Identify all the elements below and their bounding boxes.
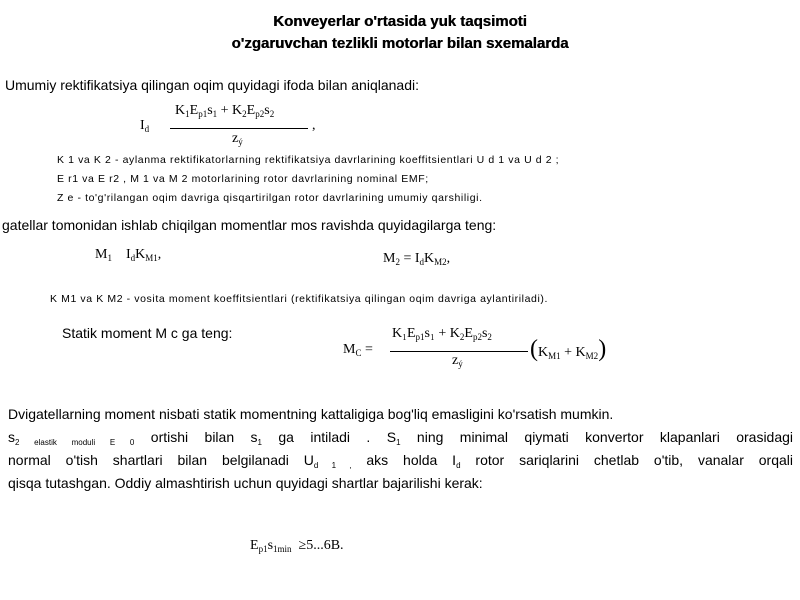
formula1-num-k1: K <box>175 103 186 118</box>
formula1-den: z <box>232 131 239 146</box>
formula1-comma: , <box>312 118 316 133</box>
mc-num-sub4: 2 <box>487 332 492 342</box>
formula1-lhs-sub: d <box>144 124 150 134</box>
moments-intro: gatellar tomonidan ishlab chiqilgan momentlar mos ravishda quyidagilarga teng: <box>2 217 497 233</box>
note-line-2: E r1 va E r2 , M 1 va M 2 motorlarining rotor davrlarining nominal EMF; <box>57 173 429 185</box>
p2-b: ortishi bilan s <box>150 429 258 445</box>
static-moment-label: Statik moment M c ga teng: <box>62 325 233 341</box>
formula1-den-sub: ý <box>238 137 243 147</box>
intro-text: Umumiy rektifikatsiya qilingan oqim quyidagi ifoda bilan aniqlanadi: <box>5 77 419 93</box>
condition-formula <box>250 538 344 554</box>
paragraph-line-4: qisqa tutashgan. Oddiy almashtirish uchun quyidagi shartlar bajarilishi kerak: <box>8 475 483 491</box>
mc-k2: K <box>575 345 586 360</box>
formula1-plus: + <box>220 103 229 118</box>
mc-num-end: s <box>481 326 488 341</box>
paragraph-line-1: Dvigatellarning moment nisbati statik momentning kattaligiga bog'liq emasligini ko'rsatish mumkin. <box>8 406 614 422</box>
p2-d: ning minimal qiymati konvertor klapanlari orasidagi <box>416 429 794 445</box>
paragraph-line-3 <box>8 452 793 470</box>
mc-lhs: M <box>343 342 356 357</box>
formula1-num-s2: s <box>264 103 270 118</box>
mc-k2-sub: M2 <box>585 351 599 361</box>
m1-id-sub: d <box>130 253 136 263</box>
m2-k-sub: M2 <box>434 257 447 267</box>
mc-num-a: K₁E <box>392 326 416 341</box>
formula1-num-e2-sub: p2 <box>255 109 265 119</box>
formula1-num-k1-sub: 1 <box>185 109 190 119</box>
mc-k1: K <box>538 345 549 360</box>
mc-num-mid2: E <box>464 326 473 341</box>
mc-num-sub1: p1 <box>415 332 425 342</box>
cond-rel: ≥5...6B. <box>298 538 344 553</box>
note-line-1: K 1 va K 2 - aylanma rektifikatorlarning rektifikatsiya davrlarining koeffitsientlari U d 1 va U d 2 ; <box>57 154 560 166</box>
formula1-num-e2: E <box>246 103 256 118</box>
km-note: K M1 va K M2 - vosita moment koeffitsientlari (rektifikatsiya qilingan oqim davriga aylantiriladi). <box>50 293 549 305</box>
p3-b: aks holda I <box>366 452 457 468</box>
formula1-lhs: I <box>140 118 145 133</box>
formula1-num-s2-sub: 2 <box>269 109 275 119</box>
m1-comma: , <box>157 247 162 262</box>
m2-id-sub: d <box>419 257 425 267</box>
mc-lhs-sub: C <box>355 348 362 358</box>
m1-id: I <box>125 247 131 262</box>
p3-sub1: d 1 , <box>313 461 352 470</box>
formula1-num-k2-sub: 2 <box>242 109 247 119</box>
m1-lhs: M <box>95 247 108 262</box>
m1-k: K <box>135 247 146 262</box>
cond-s-sub: 1min <box>273 544 292 554</box>
mc-num-sub3: p2 <box>472 332 482 342</box>
mc-paren-open: ( <box>530 336 538 362</box>
mc-den: z <box>452 353 459 368</box>
m2-k: K <box>424 251 435 266</box>
mc-eq: = <box>364 342 373 357</box>
mc-fraction-bar <box>390 351 528 352</box>
mc-plus: + <box>564 345 573 360</box>
m2-id: I <box>414 251 420 266</box>
m2-comma: , <box>446 251 451 266</box>
p2-c: ga intiladi . S <box>278 429 397 445</box>
p2-sub1: 2 elastik moduli E 0 <box>15 438 135 447</box>
paragraph-line-2 <box>8 429 793 447</box>
p3-a: normal o'tish shartlari bilan belgilanadi U <box>8 452 314 468</box>
formula-m1 <box>95 247 161 263</box>
p3-sub2: d <box>456 461 461 470</box>
m1-k-sub: M1 <box>145 253 158 263</box>
m2-lhs-sub: 2 <box>395 257 400 267</box>
p2-s: s <box>8 429 15 445</box>
mc-num-sub2: 2 <box>459 332 465 342</box>
note-line-3: Z e - to'g'rilangan oqim davriga qisqartirilgan rotor davrlarining umumiy qarshiligi. <box>57 192 483 204</box>
mc-num-mid: s₁ + K <box>424 326 460 341</box>
mc-paren-close: ) <box>598 336 607 362</box>
p2-sub3: 1 <box>396 438 401 447</box>
formula1-num-e1: E <box>189 103 199 118</box>
formula1-num-e1-sub: p1 <box>198 109 208 119</box>
m1-lhs-sub: 1 <box>107 253 112 263</box>
formula1-num-s1: s <box>207 103 213 118</box>
formula1-num-k2: K <box>232 103 243 118</box>
mc-k1-sub: M1 <box>548 351 561 361</box>
title-line-1: Konveyerlar o'rtasida yuk taqsimoti <box>273 13 527 30</box>
formula1-fraction-bar <box>170 128 308 129</box>
m2-lhs: M <box>383 251 396 266</box>
m2-eq: = <box>403 251 412 266</box>
p2-sub2: 1 <box>257 438 262 447</box>
title-line-2: o'zgaruvchan tezlikli motorlar bilan sxemalarda <box>231 35 569 52</box>
p3-c: rotor sariqlarini chetlab o'tib, vanalar orqali <box>475 452 793 468</box>
formula1-num-s1-sub: 1 <box>212 109 218 119</box>
cond-s: s <box>267 538 274 553</box>
mc-den-sub: ý <box>458 359 463 369</box>
formula-m2 <box>383 251 450 267</box>
cond-e-sub: p1 <box>258 544 268 554</box>
cond-e: E <box>250 538 259 553</box>
